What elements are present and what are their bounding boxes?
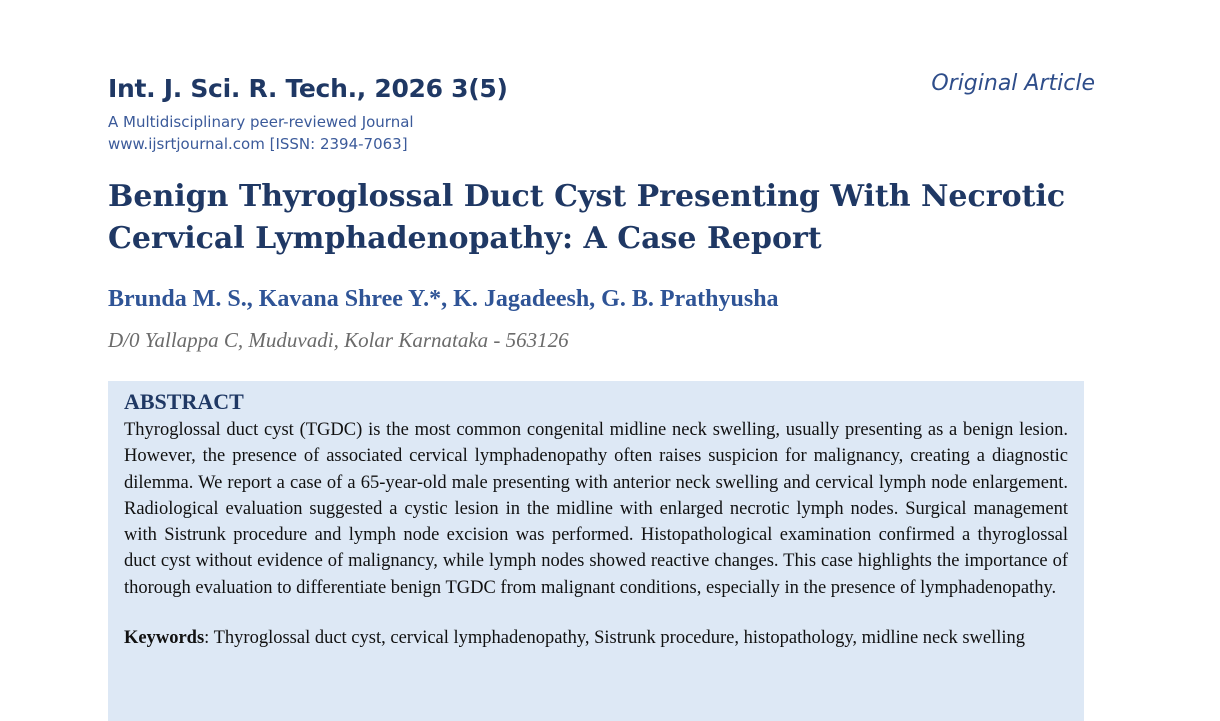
- abstract-box: [108, 381, 1084, 721]
- abstract-heading: ABSTRACT: [124, 389, 244, 414]
- journal-citation: Int. J. Sci. R. Tech., 2026 3(5): [108, 74, 508, 103]
- keywords-line: [124, 625, 1068, 651]
- article-authors: Brunda M. S., Kavana Shree Y.*, K. Jagadeesh, G. B. Prathyusha: [108, 286, 779, 312]
- keywords-label: Keywords: [124, 628, 205, 649]
- journal-website-link[interactable]: www.ijsrtjournal.com [ISSN: 2394-7063]: [108, 135, 408, 153]
- keywords-list: : Thyroglossal duct cyst, cervical lymphadenopathy, Sistrunk procedure, histopathology, midline neck swelling: [204, 628, 1026, 649]
- abstract-text: Thyroglossal duct cyst (TGDC) is the most common congenital midline neck swelling, usually presenting as a benign lesion. However, the presence of associated cervical lymphadenopathy often raises suspicion for malignancy, creating a diagnostic dilemma. We report a case of a 65-year-old male presenting with anterior neck swelling and cervical lymph node enlargement. Radiological evaluation suggested a cystic lesion in the midline with enlarged necrotic lymph nodes. Surgical management with Sistrunk procedure and lymph node excision was performed. Histopathological examination confirmed a thyroglossal duct cyst without evidence of malignancy, while lymph nodes showed reactive changes. This case highlights the importance of thorough evaluation to differentiate benign TGDC from malignant conditions, especially in the presence of lymphadenopathy.: [124, 420, 1068, 598]
- article-type-label: Original Article: [931, 71, 1095, 96]
- author-affiliation: D/0 Yallappa C, Muduvadi, Kolar Karnataka - 563126: [108, 328, 569, 352]
- article-title: Benign Thyroglossal Duct Cyst Presenting With Necrotic Cervical Lymphadenopathy: A Case Report: [108, 179, 1066, 256]
- journal-tagline: A Multidisciplinary peer-reviewed Journal: [108, 113, 414, 131]
